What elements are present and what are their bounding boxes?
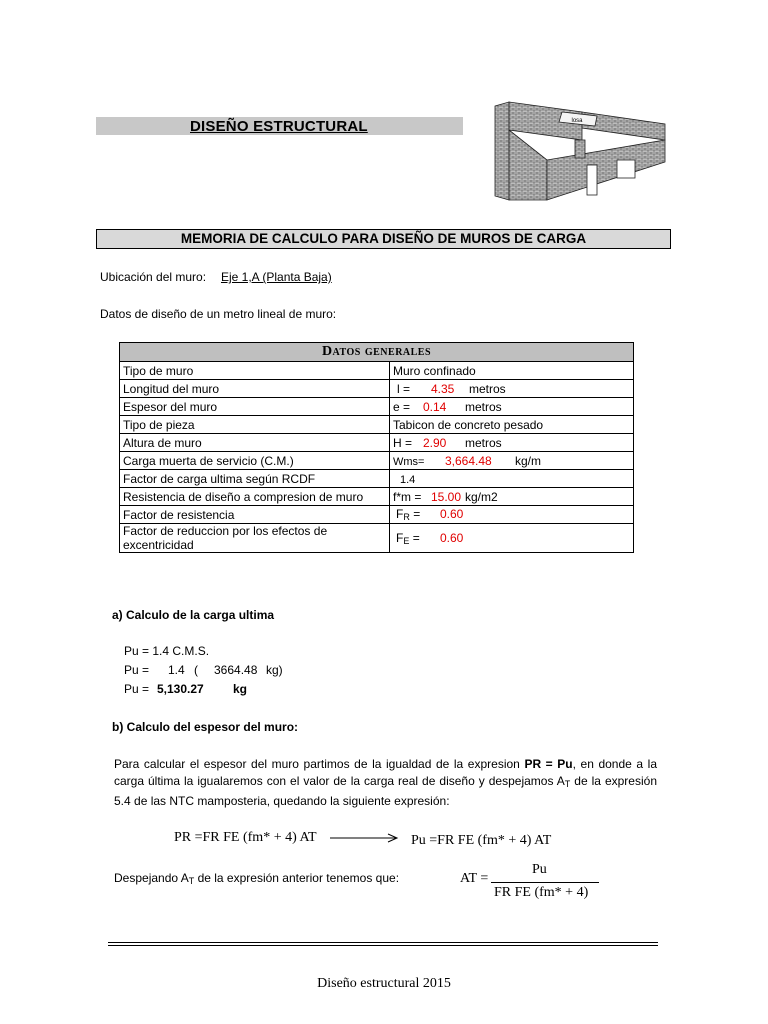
- table-row: [120, 380, 634, 398]
- row-label: Tipo de muro: [120, 362, 390, 380]
- pu-result-label: Pu =: [124, 682, 150, 696]
- para-text-1: Para calcular el espesor del muro partimos de la igualdad de la expresion: [114, 757, 520, 771]
- ubicacion-label: Ubicación del muro:: [100, 270, 207, 284]
- datos-generales-table: [119, 342, 634, 553]
- row-label: Tipo de pieza: [120, 416, 390, 434]
- row-value-cell: [390, 488, 634, 506]
- pu-label: Pu =: [124, 663, 150, 677]
- section-a-title: a) Calculo de la carga ultima: [112, 608, 275, 622]
- despejando-text-2: de la expresión anterior tenemos que:: [194, 871, 400, 885]
- row-label: Altura de muro: [120, 434, 390, 452]
- row-prefix-eq: =: [413, 507, 421, 521]
- row-value-cell: [390, 380, 634, 398]
- formula-numerator: Pu: [532, 862, 547, 877]
- pu-unit: kg): [266, 663, 283, 677]
- table-row: [120, 506, 634, 524]
- row-unit: metros: [469, 381, 506, 396]
- losa-label: losa: [571, 118, 583, 124]
- row-value: 2.90: [423, 435, 447, 450]
- pu-result-unit: kg: [233, 682, 248, 696]
- pu-value: 3664.48: [214, 663, 258, 677]
- row-label: Factor de resistencia: [120, 506, 390, 524]
- row-label: Espesor del muro: [120, 398, 390, 416]
- row-prefix: f*m =: [393, 489, 422, 504]
- row-value: 1.4: [400, 473, 416, 486]
- table-row: [120, 488, 634, 506]
- row-value-cell: [390, 470, 634, 488]
- section-b-title: b) Calculo del espesor del muro:: [112, 720, 299, 734]
- table-row: [120, 524, 634, 553]
- row-label: Resistencia de diseño a compresion de muro: [120, 488, 390, 506]
- page-title: DISEÑO ESTRUCTURAL: [190, 118, 368, 135]
- table-row: [120, 398, 634, 416]
- row-label: Factor de carga ultima según RCDF: [120, 470, 390, 488]
- row-value-cell: [390, 398, 634, 416]
- arrow-right-icon: [330, 832, 400, 844]
- row-prefix-sub: R: [403, 512, 410, 522]
- footer-divider: [108, 942, 658, 943]
- row-unit: kg/m: [515, 453, 542, 468]
- row-prefix-eq: =: [412, 530, 420, 545]
- formula-right: Pu =FR FE (fm* + 4) AT: [411, 833, 552, 848]
- pu-formula-line: Pu = 1.4 C.M.S.: [124, 644, 210, 658]
- fraction-bar: [491, 882, 599, 883]
- wall-structure-illustration: [487, 100, 667, 218]
- pu-factor: 1.4: [168, 663, 185, 677]
- despejando-text: [114, 871, 399, 886]
- row-prefix: H =: [393, 435, 413, 450]
- row-prefix: Wms=: [393, 455, 425, 468]
- despejando-text-1: Despejando A: [114, 871, 189, 885]
- formula-at-lhs: AT =: [460, 871, 489, 886]
- formula-denominator: FR FE (fm* + 4): [494, 885, 589, 900]
- table-row: [120, 470, 634, 488]
- para-text-2: , en donde a la carga última la igualaremos con el valor de la carga real de diseño y despejamos A: [114, 757, 657, 788]
- row-value: 15.00: [431, 489, 462, 504]
- row-prefix: e =: [393, 399, 411, 414]
- table-row: [120, 434, 634, 452]
- para-sub: T: [564, 779, 571, 789]
- pu-result-line: [124, 682, 247, 696]
- row-label: Carga muerta de servicio (C.M.): [120, 452, 390, 470]
- memoria-title: MEMORIA DE CALCULO PARA DISEÑO DE MUROS DE CARGA: [96, 229, 671, 249]
- para-bold: PR = Pu: [524, 757, 573, 771]
- row-value: 4.35: [431, 381, 455, 396]
- row-prefix-sub: E: [403, 535, 410, 546]
- row-value-cell: [390, 524, 634, 553]
- row-value: 0.60: [440, 530, 464, 545]
- row-prefix: F: [396, 530, 404, 545]
- row-value-cell: [390, 506, 634, 524]
- pu-result-value: 5,130.27: [157, 682, 204, 696]
- ubicacion-value: Eje 1,A (Planta Baja): [221, 270, 332, 284]
- row-unit: metros: [465, 435, 502, 450]
- row-value: 0.14: [423, 399, 447, 414]
- table-row: [120, 452, 634, 470]
- row-prefix: F: [396, 507, 404, 521]
- row-label: Factor de reduccion por los efectos de excentricidad: [120, 524, 390, 553]
- row-value: Tabicon de concreto pesado: [390, 416, 634, 434]
- row-value-cell: [390, 452, 634, 470]
- footer-divider: [108, 945, 658, 946]
- para-text-3: de la expresión 5.4 de las NTC mamposteria, quedando la siguiente expresión:: [114, 774, 657, 808]
- row-value: Muro confinado: [390, 362, 634, 380]
- row-value: 0.60: [440, 507, 464, 521]
- section-b-paragraph: [114, 756, 657, 810]
- row-value-cell: [390, 434, 634, 452]
- pu-substitution-line: [124, 663, 283, 677]
- row-label: Longitud del muro: [120, 380, 390, 398]
- pu-open-paren: (: [194, 663, 198, 677]
- row-prefix: l =: [397, 381, 411, 396]
- row-unit: kg/m2: [465, 489, 498, 504]
- despejando-sub: T: [188, 876, 195, 886]
- footer-text: Diseño estructural 2015: [317, 976, 451, 991]
- table-row: [120, 362, 634, 380]
- row-unit: metros: [465, 399, 502, 414]
- row-value: 3,664.48: [445, 453, 492, 468]
- table-row: [120, 416, 634, 434]
- formula-left: PR =FR FE (fm* + 4) AT: [174, 830, 317, 845]
- datos-intro: Datos de diseño de un metro lineal de muro:: [100, 307, 337, 321]
- table-header: Datos generales: [120, 343, 634, 362]
